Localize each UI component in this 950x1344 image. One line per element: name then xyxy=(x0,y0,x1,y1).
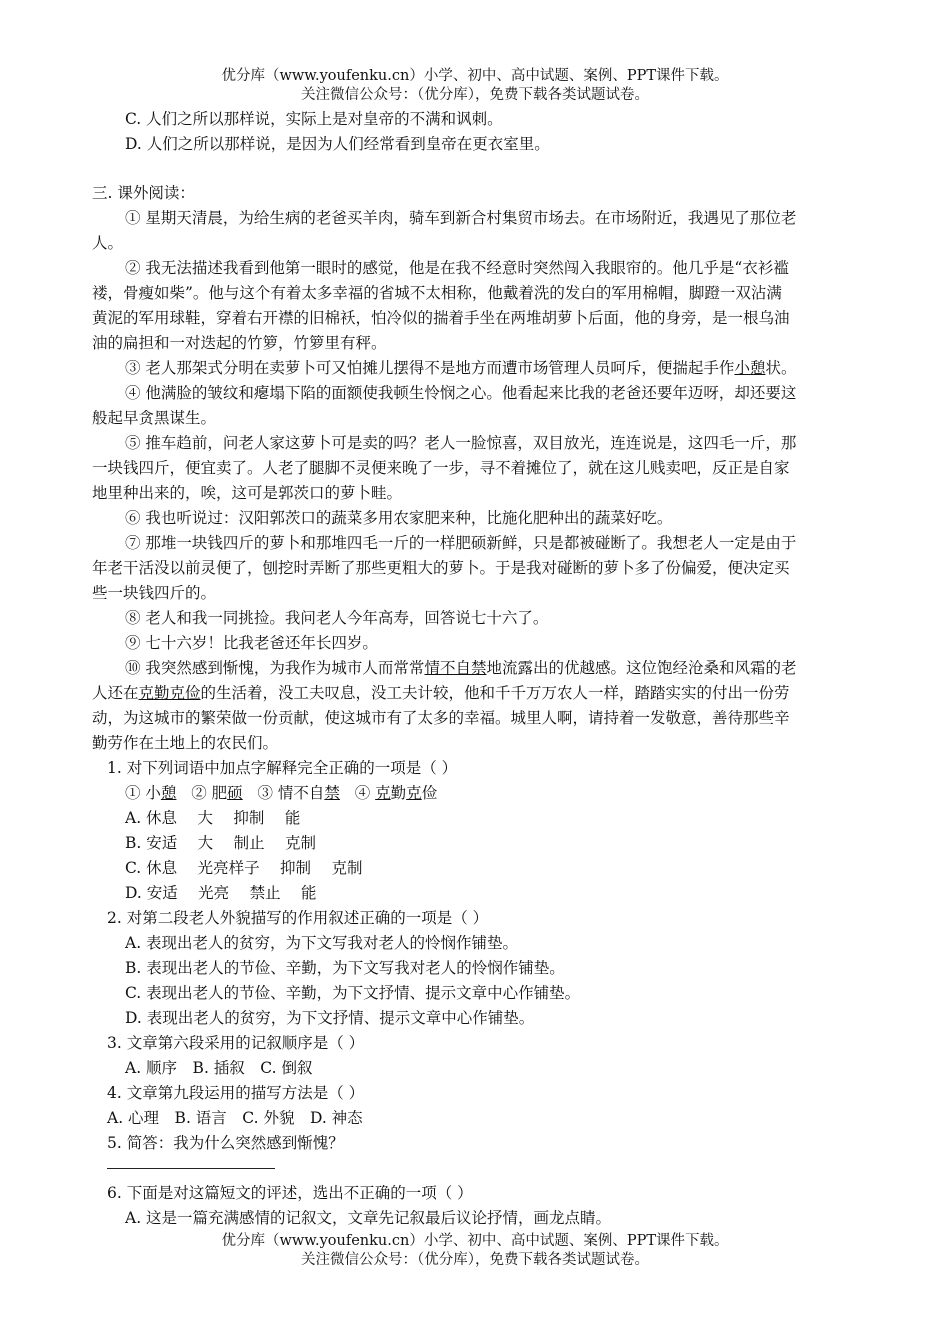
answer-blank-line xyxy=(107,1168,275,1169)
prev-option-c: C. 人们之所以那样说，实际上是对皇帝的不满和讽刺。 xyxy=(125,110,503,128)
passage-p4-line1: ④ 他满脸的皱纹和瘪塌下陷的面额使我顿生怜悯之心。他看起来比我的老爸还要年迈呀，却还要这 xyxy=(125,384,797,402)
question-2-option-a: A. 表现出老人的贫穷，为下文写我对老人的怜悯作铺垫。 xyxy=(125,934,519,952)
question-4: 4. 文章第九段运用的描写方法是（ ） xyxy=(107,1084,365,1102)
passage-p7-line1: ⑦ 那堆一块钱四斤的萝卜和那堆四毛一斤的一样肥硕新鲜，只是都被碰断了。我想老人一定是由于 xyxy=(125,534,797,552)
prev-option-d: D. 人们之所以那样说，是因为人们经常看到皇帝在更衣室里。 xyxy=(125,135,550,153)
q1-word1-dotted: 憩 xyxy=(160,784,177,802)
q1-word4-dotted-2: 克 xyxy=(406,784,422,802)
footer-line-2: 关注微信公众号：（优分库），免费下载各类试题试卷。 xyxy=(301,1252,649,1268)
passage-p3-underlined: 小憩 xyxy=(734,359,766,377)
passage-p10-line2-post: 的生活着，没工夫叹息，没工夫计较，他和千千万万农人一样，踏踏实实的付出一份劳 xyxy=(200,684,790,702)
passage-p2-line4: 油的扁担和一对迭起的竹箩，竹箩里有秤。 xyxy=(92,334,387,352)
header-line-2: 关注微信公众号：（优分库），免费下载各类试题试卷。 xyxy=(301,87,649,103)
passage-p9: ⑨ 七十六岁！比我老爸还年长四岁。 xyxy=(125,634,378,652)
question-1: 1. 对下列词语中加点字解释完全正确的一项是（ ） xyxy=(107,759,458,777)
passage-p10-line1-post: 地流露出的优越感。这位饱经沧桑和风霜的老 xyxy=(486,659,797,677)
passage-p1-line2: 人。 xyxy=(92,234,124,252)
passage-p7-line3: 些一块钱四斤的。 xyxy=(92,584,217,602)
question-1-option-b: B. 安适 大 制止 克制 xyxy=(125,834,317,852)
passage-p2-line3: 黄泥的军用球鞋，穿着右开襟的旧棉袄，怕冷似的揣着手坐在两堆胡萝卜后面，他的身旁，是一根乌油 xyxy=(92,309,790,327)
question-1-words xyxy=(125,783,437,803)
q1-word4-dotted-1: 克 xyxy=(375,784,391,802)
q1-word3-prefix: ③ 情不自 xyxy=(257,784,325,802)
passage-p2-line2: 褛，骨瘦如柴”。他与这个有着太多幸福的省城不太相称，他戴着洗的发白的军用棉帽，脚蹬一双沾满 xyxy=(92,284,782,302)
passage-p10-line2 xyxy=(92,683,790,703)
header-line-1: 优分库（www.youfenku.cn）小学、初中、高中试题、案例、PPT课件下载。 xyxy=(221,68,729,84)
passage-p3-pre: ③ 老人那架式分明在卖萝卜可又怕摊儿摆得不是地方而遭市场管理人员呵斥，便揣起手作 xyxy=(125,359,735,377)
q1-word3-dotted: 禁 xyxy=(324,784,340,802)
passage-p10-line4: 勤劳作在土地上的农民们。 xyxy=(92,734,279,752)
question-6-option-a: A. 这是一篇充满感情的记叙文，文章先记叙最后议论抒情，画龙点睛。 xyxy=(125,1209,612,1227)
section-title: 三. 课外阅读： xyxy=(92,184,195,202)
passage-p10-line2-underlined: 克勤克俭 xyxy=(138,684,201,702)
q1-word1-prefix: ① 小 xyxy=(125,784,161,802)
q1-word2-prefix: ② 肥 xyxy=(191,784,228,802)
passage-p2-line1: ② 我无法描述我看到他第一眼时的感觉，他是在我不经意时突然闯入我眼帘的。他几乎是“衣衫褴 xyxy=(125,259,789,277)
q1-word4-mid: 勤 xyxy=(390,784,407,802)
question-6: 6. 下面是对这篇短文的评述，选出不正确的一项（ ） xyxy=(107,1184,473,1202)
question-2-option-c: C. 表现出老人的节俭、辛勤，为下文抒情、提示文章中心作铺垫。 xyxy=(125,984,581,1002)
passage-p5-line2: 一块钱四斤，便宜卖了。人老了腿脚不灵便来晚了一步，寻不着摊位了，就在这儿贱卖吧，反正是自家 xyxy=(92,459,790,477)
question-1-option-a: A. 休息 大 抑制 能 xyxy=(125,809,301,827)
passage-p3-post: 状。 xyxy=(765,359,797,377)
question-2-option-d: D. 表现出老人的贫穷，为下文抒情、提示文章中心作铺垫。 xyxy=(125,1009,535,1027)
question-1-option-c: C. 休息 光亮样子 抑制 克制 xyxy=(125,859,363,877)
passage-p4-line2: 般起早贪黑谋生。 xyxy=(92,409,217,427)
question-2: 2. 对第二段老人外貌描写的作用叙述正确的一项是（ ） xyxy=(107,909,489,927)
passage-p10-line1-pre: ⑩ 我突然感到惭愧，为我作为城市人而常常 xyxy=(125,659,425,677)
footer-line-1: 优分库（www.youfenku.cn）小学、初中、高中试题、案例、PPT课件下载。 xyxy=(221,1233,729,1249)
passage-p1-line1: ① 星期天清晨，为给生病的老爸买羊肉，骑车到新合村集贸市场去。在市场附近，我遇见了那位老 xyxy=(125,209,797,227)
passage-p7-line2: 年老干活没以前灵便了，刨挖时弄断了那些更粗大的萝卜。于是我对碰断的萝卜多了份偏爱，便决定买 xyxy=(92,559,790,577)
passage-p5-line3: 地里种出来的，唉，这可是郭茨口的萝卜畦。 xyxy=(92,484,403,502)
q1-word4-end: 俭 xyxy=(421,784,438,802)
question-2-option-b: B. 表现出老人的节俭、辛勤，为下文写我对老人的怜悯作铺垫。 xyxy=(125,959,565,977)
passage-p8: ⑧ 老人和我一同挑捡。我问老人今年高寿，回答说七十六了。 xyxy=(125,609,549,627)
passage-p3 xyxy=(125,358,796,378)
passage-p10-line1-underlined: 情不自禁 xyxy=(424,659,487,677)
question-3: 3. 文章第六段采用的记叙顺序是（ ） xyxy=(107,1034,365,1052)
passage-p10-line1 xyxy=(125,658,796,678)
question-5: 5. 简答：我为什么突然感到惭愧？ xyxy=(107,1134,344,1152)
question-4-options: A. 心理 B. 语言 C. 外貌 D. 神态 xyxy=(107,1109,363,1127)
passage-p6: ⑥ 我也听说过：汉阳郭茨口的蔬菜多用农家肥来种，比施化肥种出的蔬菜好吃。 xyxy=(125,509,673,527)
question-1-option-d: D. 安适 光亮 禁止 能 xyxy=(125,884,317,902)
q1-word2-dotted: 硕 xyxy=(227,784,243,802)
passage-p5-line1: ⑤ 推车趋前，问老人家这萝卜可是卖的吗？老人一脸惊喜，双目放光，连连说是，这四毛一斤，那 xyxy=(125,434,797,452)
passage-p10-line3: 动，为这城市的繁荣做一份贡献，使这城市有了太多的幸福。城里人啊，请持着一发敬意，善待那些辛 xyxy=(92,709,790,727)
question-3-options: A. 顺序 B. 插叙 C. 倒叙 xyxy=(125,1059,313,1077)
passage-p10-line2-pre: 人还在 xyxy=(92,684,139,702)
q1-word4-prefix: ④ xyxy=(354,784,376,802)
